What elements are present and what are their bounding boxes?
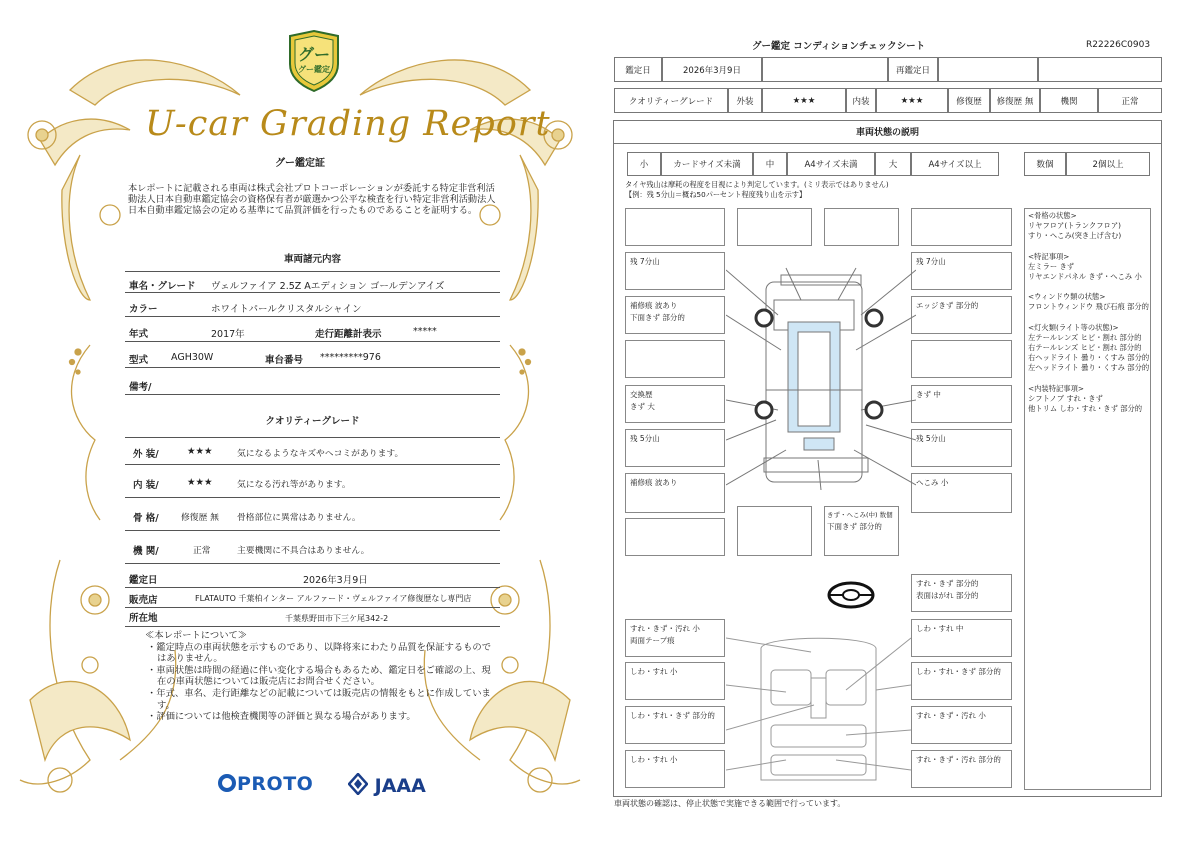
frame-value: 修復歴 無 [181, 513, 219, 523]
note-item: ・年式、車名、走行距離などの記載については販売店の情報をもとに作成しています。 [147, 687, 491, 711]
size-mid-desc: A4サイズ未満 [787, 152, 875, 176]
badge-label: グー鑑定 [298, 65, 330, 74]
legend-line: <ウィンドウ類の状態> [1028, 292, 1106, 302]
remarks-label: 備考/ [129, 382, 152, 393]
size-large: 大 [875, 152, 911, 176]
row-year [125, 320, 500, 342]
inspect-date-label: 鑑定日 [614, 57, 662, 82]
tire-note-1: タイヤ残山は摩耗の程度を目視により判定しています。(ミリ表示ではありません) [625, 180, 889, 189]
name-value: ヴェルファイア 2.5Z Aエディション ゴールデンアイズ [211, 281, 445, 292]
goo-appraisal-badge [286, 30, 342, 92]
exterior-stars: ★★★ [187, 446, 213, 457]
int-box-l3: しわ・すれ・きず 部分的 [625, 706, 725, 744]
ext-box-l4: 残 5分山 [625, 429, 725, 467]
color-label: カラー [129, 304, 158, 315]
name-label: 車名・グレード [129, 281, 196, 292]
ext-box-r5: へこみ 小 [911, 473, 1012, 513]
address-value: 千葉県野田市下三ケ尾342-2 [285, 614, 389, 623]
ext-box-front-left [625, 208, 725, 246]
report-notes [145, 630, 495, 723]
quality-grade-label: クオリティーグレード [614, 88, 728, 113]
note-item: ・評価については他検査機関等の評価と異なる場合があります。 [147, 711, 416, 723]
size-small-desc: カードサイズ未満 [661, 152, 753, 176]
ext-label: 外装 [728, 88, 762, 113]
legend-line: 左ヘッドライト 曇り・くすみ 部分的 [1028, 363, 1150, 373]
legend-gap [1028, 374, 1147, 384]
proto-q-icon [218, 774, 236, 792]
model-label: 型式 [129, 355, 149, 366]
int-box-r2: しわ・すれ・きず 部分的 [911, 662, 1012, 700]
ext-box-l1: 残 7分山 [625, 252, 725, 290]
interior-stars: ★★★ [187, 477, 213, 488]
ext-box-r2: エッジきず 部分的 [911, 296, 1012, 334]
legend-line: 右ヘッドライト 曇り・くすみ 部分的 [1028, 353, 1150, 363]
size-small: 小 [627, 152, 661, 176]
row-interior [125, 468, 500, 498]
car-exterior-diagram [726, 260, 916, 510]
legend-line: 左ミラー きず [1028, 261, 1075, 271]
color-value: ホワイトパールクリスタルシャイン [211, 304, 362, 315]
jaaa-logo [348, 773, 426, 797]
ext-box-front-mid2 [824, 208, 899, 246]
ext-box-r3: きず 中 [911, 385, 1012, 423]
ext-box-rear-line1: きず・へこみ(中) 数個 [827, 511, 893, 519]
row-engine [125, 534, 500, 564]
legend-line: リヤフロア(トランクフロア) [1028, 221, 1121, 231]
model-value: AGH30W [171, 352, 214, 363]
legend-line: フロントウィンドウ 飛び石痕 部分的 [1028, 302, 1149, 312]
ext-box-l5: 補修痕 波あり [625, 473, 725, 513]
row-exterior [125, 437, 500, 465]
reinspect-date-label: 再鑑定日 [888, 57, 938, 82]
year-label: 年式 [129, 329, 149, 340]
proto-logo [218, 773, 313, 795]
ext-box-rear-mid [737, 506, 812, 556]
jaaa-logo-text: JAAA [374, 775, 426, 797]
row-name [125, 271, 500, 293]
legend-gap [1028, 242, 1147, 252]
repair-value: 修復歴 無 [990, 88, 1040, 113]
tire-note-2: 【例：残 5分山＝概ね50パーセント程度残り山を示す】 [625, 190, 807, 199]
condition-heading: 車両状態の説明 [613, 120, 1162, 144]
int-box-r4: すれ・きず・汚れ 部分的 [911, 750, 1012, 788]
size-large-desc: A4サイズ以上 [911, 152, 999, 176]
ext-box-r1: 残 7分山 [911, 252, 1012, 290]
spec-heading: 車両諸元内容 [283, 254, 341, 265]
legend-line: 左テールレンズ ヒビ・割れ 部分的 [1028, 332, 1142, 342]
int-box-steering-line1: すれ・きず 部分的 [916, 579, 979, 588]
ext-box-l3 [625, 385, 725, 423]
int-box-l2: しわ・すれ 小 [625, 662, 725, 700]
row-remarks [125, 373, 500, 395]
ext-box-rear-line2: 下面きず 部分的 [827, 522, 882, 531]
ext-box-rear [824, 506, 899, 556]
sheet-id: R22226C0903 [1086, 40, 1151, 50]
legend-line: <内装特記事項> [1028, 383, 1085, 393]
empty-cell [1038, 57, 1162, 82]
ext-stars: ★★★ [762, 88, 846, 113]
dealer-label: 販売店 [129, 595, 158, 606]
frame-label: 骨 格/ [133, 513, 159, 524]
chassis-label: 車台番号 [265, 355, 304, 366]
frame-text: 骨格部位に異常はありません。 [237, 513, 361, 523]
count-label: 数個 [1024, 152, 1066, 176]
date-value: 2026年3月9日 [303, 575, 368, 586]
year-value: 2017年 [211, 329, 245, 340]
notes-title: ≪本レポートについて≫ [145, 630, 248, 641]
empty-cell [762, 57, 888, 82]
exterior-label: 外 装/ [133, 449, 159, 460]
row-model [125, 346, 500, 368]
int-box-l1-line1: すれ・きず・汚れ 小 [630, 624, 700, 633]
proto-logo-text: PROTO [237, 773, 314, 795]
chassis-value: *********976 [320, 352, 381, 363]
jaaa-diamond-icon [348, 773, 368, 795]
ext-box-rear-left [625, 518, 725, 556]
inspect-date-value: 2026年3月9日 [662, 57, 762, 82]
badge-icon [286, 30, 342, 92]
date-label: 鑑定日 [129, 575, 158, 586]
ext-box-front-right [911, 208, 1012, 246]
int-box-steering-line2: 表面はがれ 部分的 [916, 591, 979, 600]
size-mid: 中 [753, 152, 787, 176]
certificate-body: 本レポートに記載される車両は株式会社プロトコーポレーションが委託する特定非営利活動法人日本自動車鑑定協会の資格保有者が厳選かつ公平な検査を行い特定非営利活動法人日本自動車鑑定協会の定める基準にて品質評価を行ったものであることを証明する。 [128, 183, 496, 216]
legend-line: <灯火類(ライト等の状態)> [1028, 322, 1119, 332]
engine-value: 正常 [1098, 88, 1162, 113]
car-interior-diagram [726, 630, 911, 790]
ext-box-l2-line2: 下面きず 部分的 [630, 313, 685, 322]
exterior-text: 気になるようなキズやヘコミがあります。 [237, 449, 404, 459]
dealer-value: FLATAUTO 千葉柏インター アルファード・ヴェルファイア修復歴なし専門店 [195, 594, 472, 603]
row-date [125, 566, 500, 588]
legend-line: すり・へこみ(突き上げ含む) [1028, 231, 1122, 241]
legend-gap [1028, 282, 1147, 292]
int-box-steering [911, 574, 1012, 612]
ext-box-front-mid [737, 208, 812, 246]
engine-value: 正常 [193, 546, 211, 556]
interior-text: 気になる汚れ等があります。 [237, 480, 351, 490]
note-item: ・鑑定時点の車両状態を示すものであり、以降将来にわたり品質を保証するものではありません。 [147, 641, 491, 665]
reinspect-date-value [938, 57, 1038, 82]
int-box-r1: しわ・すれ 中 [911, 619, 1012, 657]
row-dealer [125, 588, 500, 608]
mileage-label: 走行距離計表示 [315, 329, 382, 340]
sheet-footer: 車両状態の確認は、停止状態で実施できる範囲で行っています。 [614, 799, 846, 808]
legend-gap [1028, 313, 1147, 323]
ext-box-l3-line1: 交換歴 [630, 390, 653, 399]
interior-label: 内 装/ [133, 480, 159, 491]
repair-label: 修復歴 [948, 88, 990, 113]
int-box-r3: すれ・きず・汚れ 小 [911, 706, 1012, 744]
row-address [125, 608, 500, 627]
ext-box-r-empty [911, 340, 1012, 378]
quality-heading: クオリティーグレード [265, 416, 360, 427]
certificate-title: グー鑑定証 [275, 158, 325, 169]
sheet-title: グー鑑定 コンディションチェックシート [752, 41, 926, 52]
row-color [125, 295, 500, 317]
legend-line: <特記事項> [1028, 251, 1070, 261]
row-frame [125, 501, 500, 531]
int-box-l1 [625, 619, 725, 657]
int-box-l4: しわ・すれ 小 [625, 750, 725, 788]
report-title: U-car Grading Report [145, 104, 551, 144]
legend-line: 右テールレンズ ヒビ・割れ 部分的 [1028, 343, 1142, 353]
count-desc: 2個以上 [1066, 152, 1150, 176]
svg-text:グー: グー [297, 45, 331, 64]
engine-text: 主要機関に不具合はありません。 [237, 546, 370, 556]
condition-legend [1024, 208, 1151, 790]
legend-line: <骨格の状態> [1028, 211, 1077, 220]
ext-box-l3-line2: きず 大 [630, 402, 655, 411]
engine-label: 機 関/ [133, 546, 159, 557]
int-stars: ★★★ [876, 88, 948, 113]
legend-line: リヤエンドパネル きず・へこみ 小 [1028, 272, 1142, 282]
int-label: 内装 [846, 88, 876, 113]
note-item: ・車両状態は時間の経過に伴い変化する場合もあるため、鑑定日をご確認の上、現在の車両状態については販売店にお問合せください。 [147, 664, 491, 688]
address-label: 所在地 [129, 613, 158, 624]
ext-box-r4: 残 5分山 [911, 429, 1012, 467]
ext-box-l2 [625, 296, 725, 334]
ext-box-l2-line1: 補修痕 波あり [630, 301, 678, 310]
mileage-value: ***** [413, 326, 437, 337]
engine-label: 機関 [1040, 88, 1098, 113]
steering-wheel-icon [826, 580, 876, 610]
legend-line: シフトノブ すれ・きず [1028, 393, 1103, 403]
legend-line: 他トリム しわ・すれ・きず 部分的 [1028, 404, 1143, 414]
int-box-l1-line2: 両面テープ痕 [630, 636, 675, 645]
ext-box-l-empty [625, 340, 725, 378]
